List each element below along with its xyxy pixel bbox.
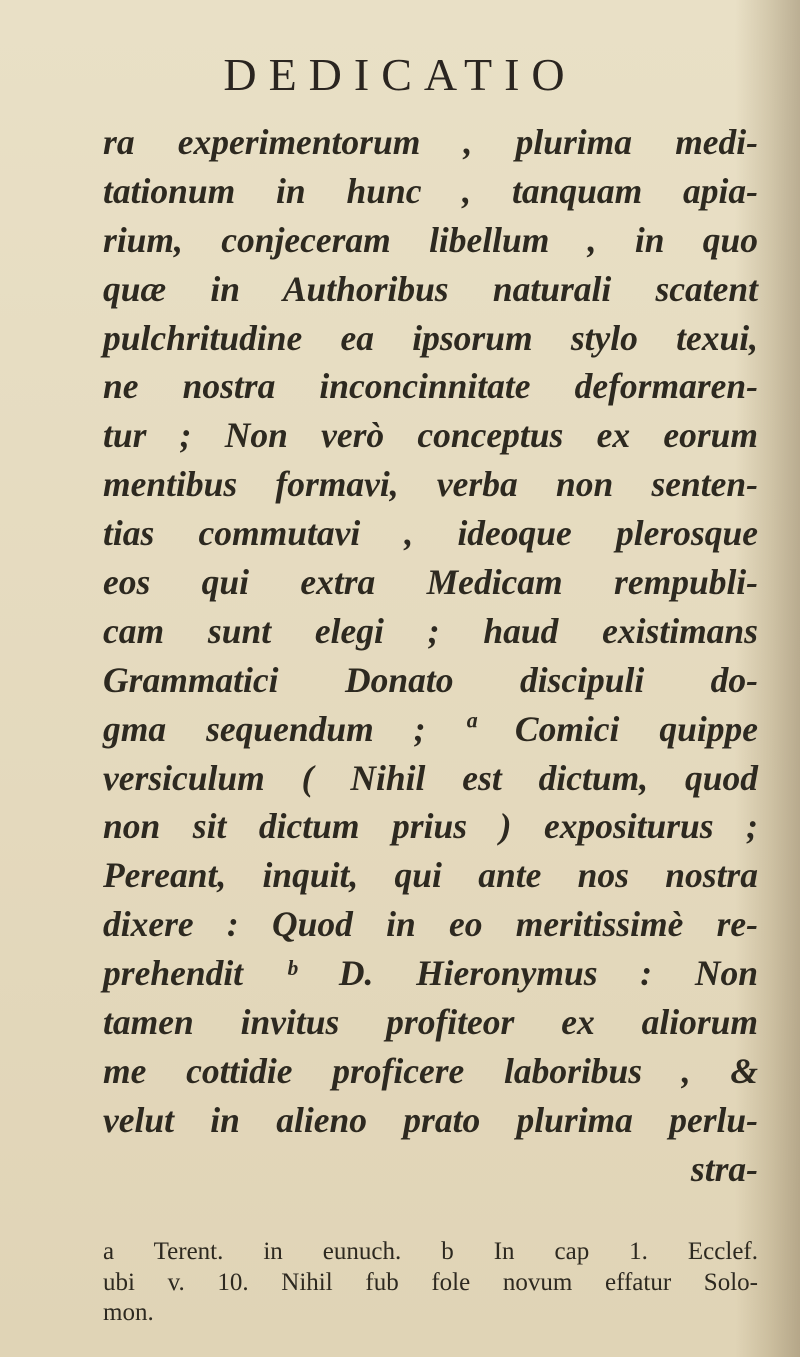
footnote-line: ubi v. 10. Nihil fub fole novum effatur Solo- — [103, 1268, 758, 1296]
text-line: tamen invitus profiteor ex aliorum — [103, 1002, 758, 1043]
text-line: Grammatici Donato discipuli do- — [103, 659, 758, 700]
text-line: tias commutavi , ideoque plerosque — [103, 513, 758, 554]
text-line: tur ; Non verò conceptus ex eorum — [103, 415, 758, 456]
text-line: quæ in Authoribus naturali scatent — [103, 268, 758, 309]
text-line: mentibus formavi, verba non senten- — [103, 464, 758, 505]
text-line: versiculum ( Nihil est dictum, quod — [103, 757, 758, 798]
body-text — [103, 118, 758, 1194]
text-line: non sit dictum prius ) expositurus ; — [103, 806, 758, 847]
text-line: cam sunt elegi ; haud existimans — [103, 610, 758, 651]
text-line: gma sequendum ; ª Comici quippe — [103, 708, 758, 749]
running-head: DEDICATIO — [223, 49, 577, 100]
text-line: ra experimentorum , plurima medi- — [103, 122, 758, 162]
text-line: eos qui extra Medicam rempubli- — [103, 562, 758, 603]
footnote-line: mon. — [103, 1299, 154, 1326]
text-line: tationum in hunc , tanquam apia- — [103, 170, 758, 211]
footnotes — [103, 1237, 758, 1329]
catchword: stra- — [690, 1148, 758, 1189]
text-line: pulchritudine ea ipsorum stylo texui, — [103, 317, 758, 358]
text-line: rium, conjeceram libellum , in quo — [103, 219, 758, 260]
text-line: velut in alieno prato plurima perlu- — [103, 1099, 758, 1140]
text-line: dixere : Quod in eo meritissimè re- — [103, 904, 758, 945]
text-line: Pereant, inquit, qui ante nos nostra — [103, 855, 758, 896]
footnote-line: a Terent. in eunuch. b In cap 1. Ecclef. — [103, 1238, 758, 1265]
text-line: prehendit ᵇ D. Hieronymus : Non — [103, 953, 758, 994]
text-line: me cottidie proficere laboribus , & — [103, 1050, 758, 1091]
text-line: ne nostra inconcinnitate deformaren- — [103, 366, 758, 407]
